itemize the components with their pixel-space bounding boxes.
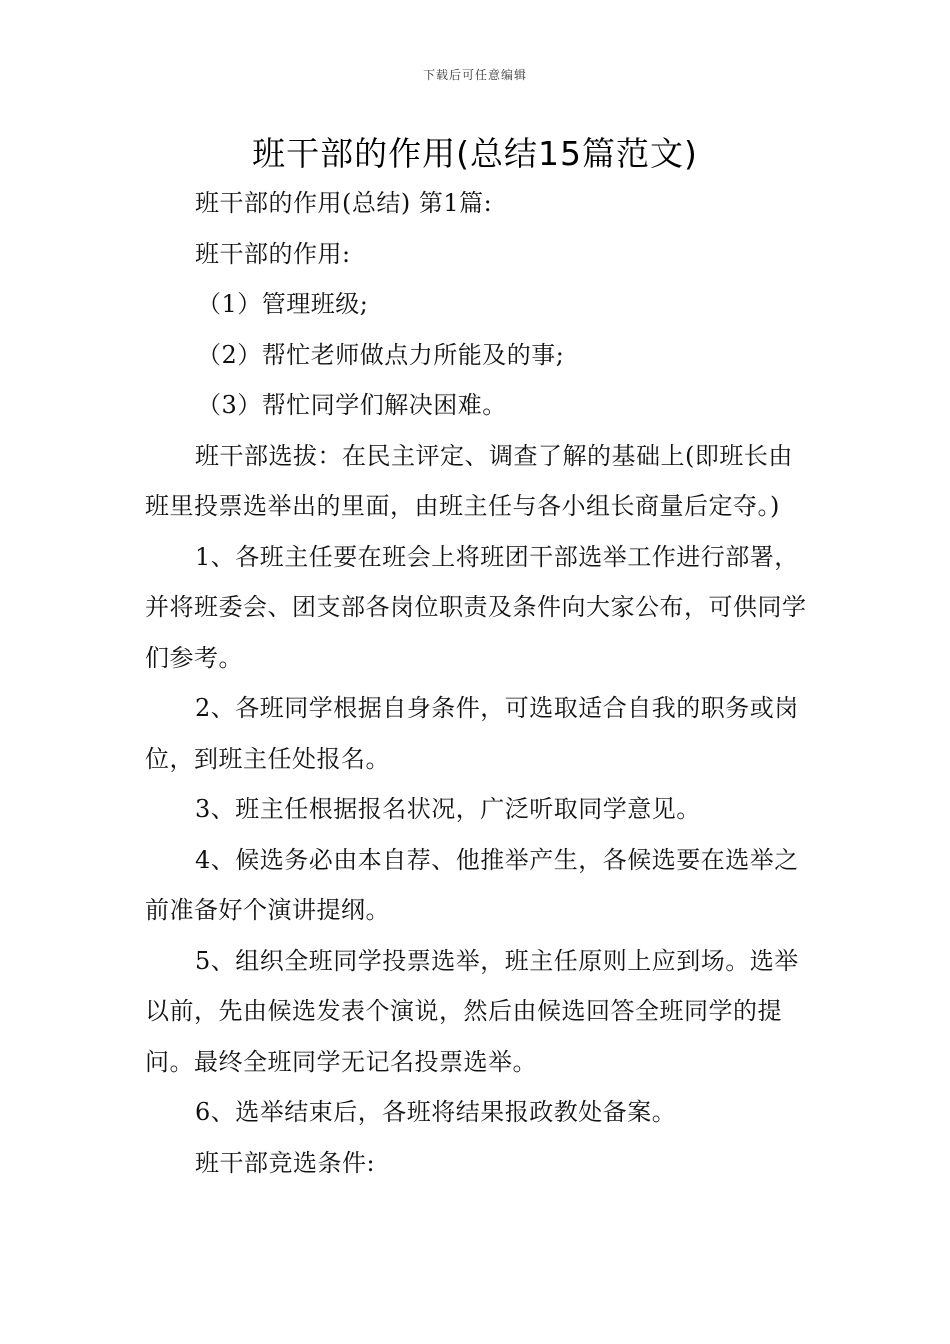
document-title: 班干部的作用(总结15篇范文) bbox=[252, 134, 698, 173]
list-item: （3）帮忙同学们解决困难。 bbox=[197, 391, 507, 419]
list-item: （1）管理班级; bbox=[197, 290, 369, 318]
paragraph: 班干部选拔：在民主评定、调查了解的基础上(即班长由班里投票选举出的里面，由班主任与各小组长商量后定夺。) bbox=[145, 441, 793, 520]
numbered-paragraph: 5、组织全班同学投票选举，班主任原则上应到场。选举以前，先由候选发表个演说，然后由候选回答全班同学的提问。最终全班同学无记名投票选举。 bbox=[145, 946, 799, 1076]
section-heading: 班干部的作用(总结) 第1篇: bbox=[195, 189, 493, 217]
document-body bbox=[145, 178, 815, 1188]
list-item: （2）帮忙老师做点力所能及的事; bbox=[197, 340, 565, 369]
paragraph: 班干部的作用: bbox=[195, 239, 351, 268]
header-note: 下载后可任意编辑 bbox=[422, 68, 527, 82]
numbered-paragraph: 1、各班主任要在班会上将班团干部选举工作进行部署，并将班委会、团支部各岗位职责及条件向大家公布，可供同学们参考。 bbox=[145, 542, 807, 672]
numbered-paragraph: 2、各班同学根据自身条件，可选取适合自我的职务或岗位，到班主任处报名。 bbox=[145, 694, 799, 773]
paragraph: 班干部竞选条件: bbox=[195, 1148, 376, 1177]
numbered-paragraph: 3、班主任根据报名状况，广泛听取同学意见。 bbox=[195, 795, 701, 823]
numbered-paragraph: 6、选举结束后，各班将结果报政教处备案。 bbox=[195, 1098, 677, 1126]
numbered-paragraph: 4、候选务必由本自荐、他推举产生，各候选要在选举之前准备好个演讲提纲。 bbox=[145, 845, 799, 924]
